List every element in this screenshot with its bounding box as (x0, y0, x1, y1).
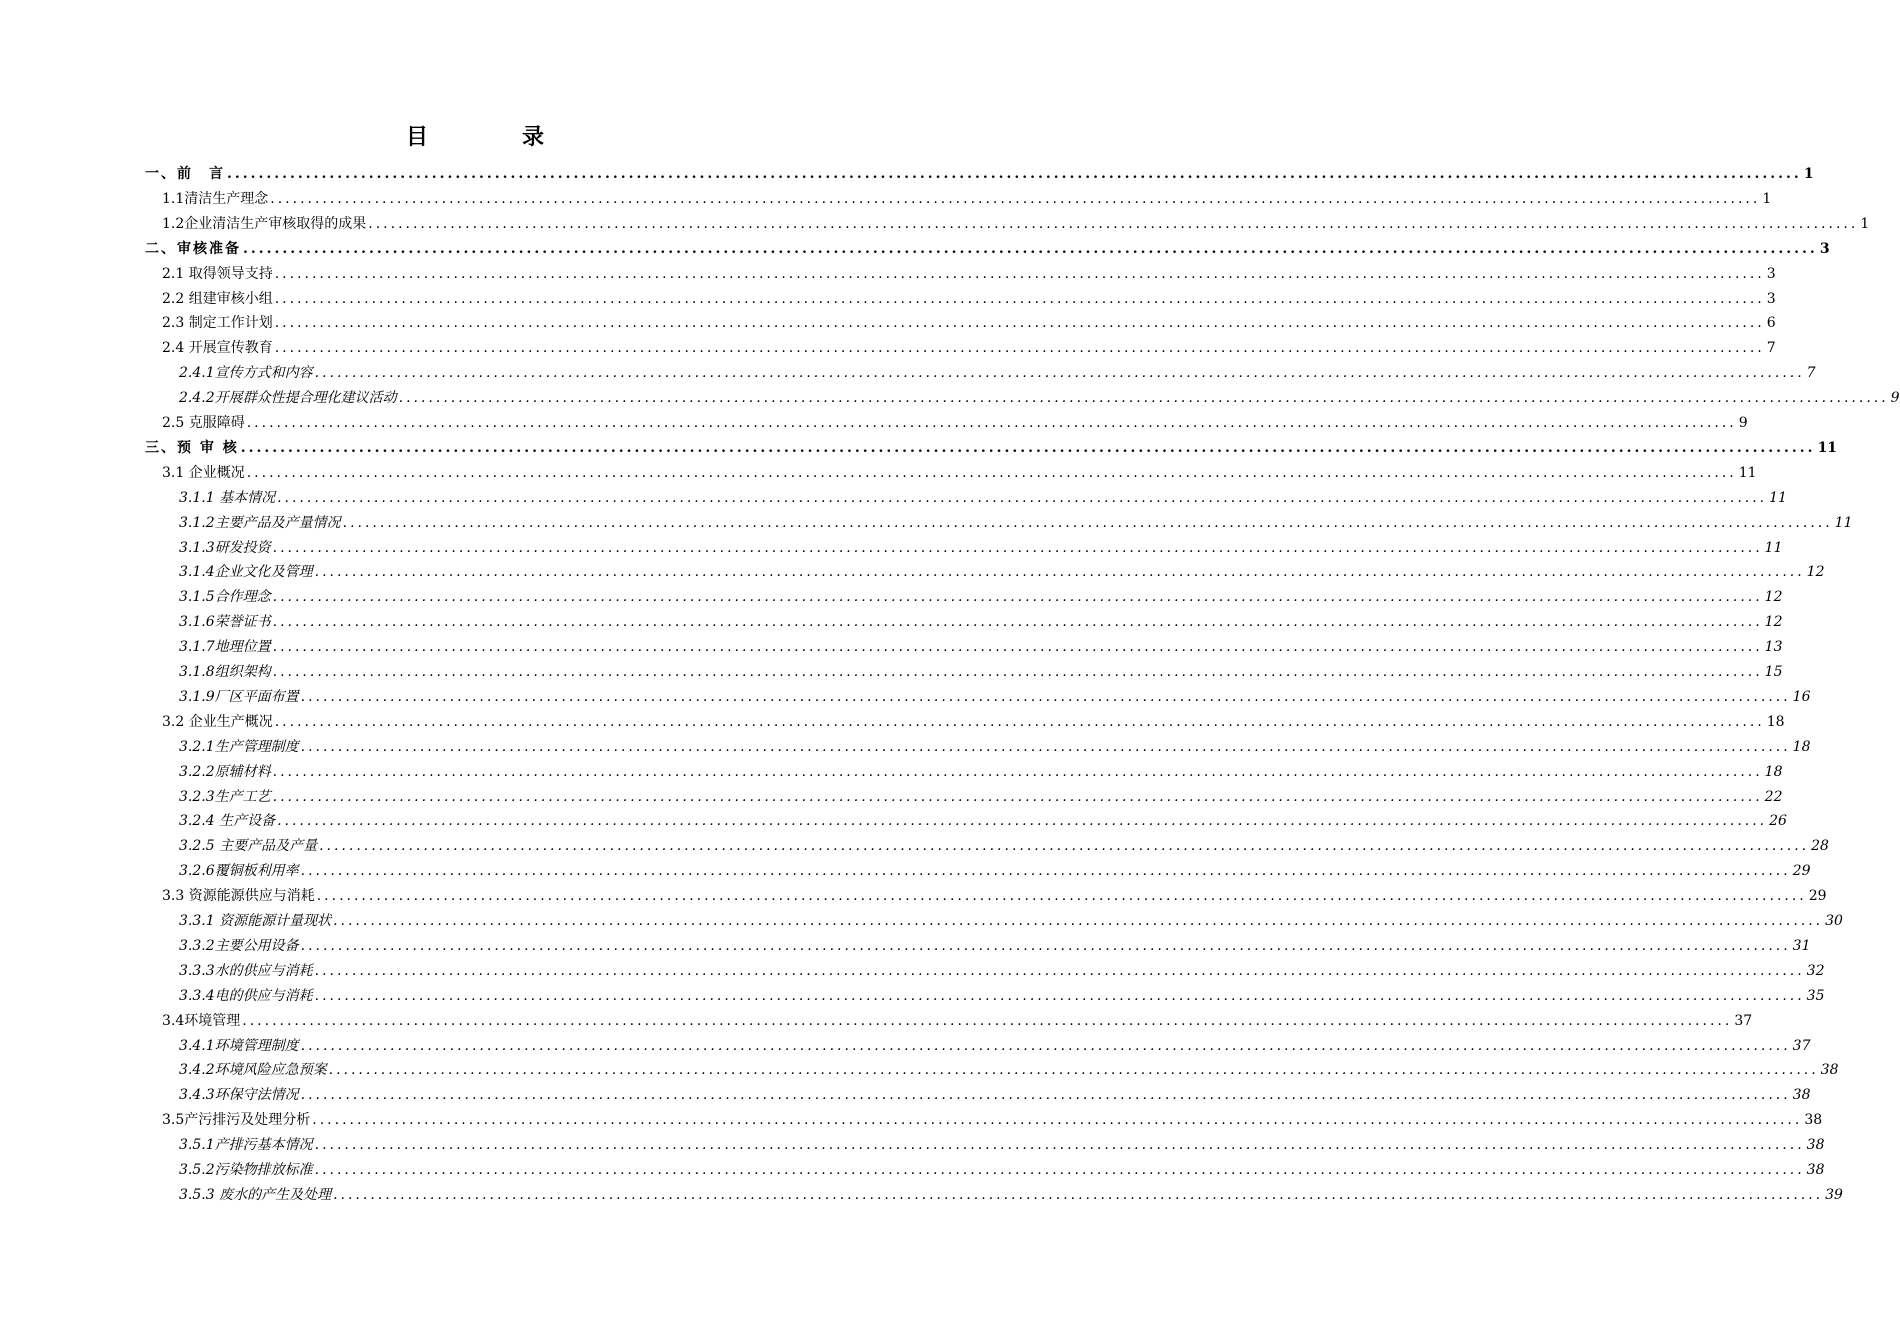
toc-entry[interactable] (145, 237, 1830, 261)
toc-entry-label: 3.1.6荣誉证书 (179, 614, 271, 631)
toc-entry-label: 3.4.1环境管理制度 (179, 1037, 299, 1054)
toc-entry[interactable] (162, 884, 1827, 908)
toc-dot-leader: ........................................................................................................................................................................................................ (274, 290, 1765, 307)
toc-entry[interactable] (179, 909, 1843, 933)
toc-entry[interactable] (179, 660, 1783, 684)
toc-page-number: 16 (1792, 688, 1811, 705)
toc-entry-label: 3.1.7地理位置 (179, 639, 271, 656)
toc-dot-leader: ........................................................................................................................................................................................................ (398, 390, 1889, 407)
toc-dot-leader: ........................................................................................................................................................................................................ (274, 265, 1765, 282)
toc-dot-leader: ........................................................................................................................................................................................................ (274, 713, 1765, 730)
toc-entry[interactable] (179, 560, 1825, 584)
toc-dot-leader: ........................................................................................................................................................................................................ (300, 937, 1791, 954)
toc-dot-leader: ........................................................................................................................................................................................................ (272, 614, 1763, 631)
toc-page-number: 18 (1764, 763, 1783, 780)
toc-page-number: 26 (1769, 813, 1787, 830)
toc-entry[interactable] (179, 834, 1829, 858)
toc-dot-leader: ........................................................................................................................................................................................................ (246, 464, 1737, 481)
toc-page-number: 28 (1811, 838, 1829, 855)
toc-entry-label: 2.5 克服障碍 (162, 415, 245, 431)
toc-entry[interactable] (179, 1183, 1843, 1207)
toc-page-number: 32 (1806, 962, 1825, 979)
toc-entry[interactable] (179, 486, 1787, 510)
toc-dot-leader: ........................................................................................................................................................................................................ (272, 763, 1763, 780)
toc-entry-label: 3.3.2主要公用设备 (179, 937, 299, 954)
toc-entry[interactable] (162, 262, 1776, 286)
toc-dot-leader: ........................................................................................................................................................................................................ (300, 738, 1791, 755)
toc-entry-label: 3.2.6覆铜板利用率 (179, 863, 299, 880)
toc-dot-leader: ........................................................................................................................................................................................................ (333, 913, 1824, 929)
toc-entry[interactable] (179, 610, 1783, 634)
toc-page-number: 38 (1804, 1112, 1823, 1129)
toc-dot-leader: ........................................................................................................................................................................................................ (246, 415, 1737, 431)
toc-page-number: 37 (1734, 1012, 1753, 1029)
toc-entry[interactable] (162, 212, 1870, 236)
toc-dot-leader: ........................................................................................................................................................................................................ (342, 514, 1833, 531)
toc-entry-label: 三、预 审 核 (145, 439, 239, 456)
toc-entry[interactable] (179, 785, 1783, 809)
toc-entry-label: 3.1 企业概况 (162, 464, 245, 481)
toc-entry[interactable] (179, 386, 1900, 410)
toc-dot-leader: ........................................................................................................................................................................................................ (300, 1037, 1791, 1054)
toc-entry[interactable] (179, 984, 1825, 1008)
toc-entry-label: 3.5产污排污及处理分析 (162, 1112, 311, 1129)
toc-page-number: 7 (1766, 340, 1776, 357)
toc-entry-label: 1.1清洁生产理念 (162, 190, 269, 207)
toc-entry[interactable] (179, 1083, 1811, 1107)
toc-dot-leader: ........................................................................................................................................................................................................ (333, 1186, 1824, 1203)
toc-page-number: 29 (1808, 888, 1827, 905)
toc-dot-leader: ........................................................................................................................................................................................................ (300, 1087, 1791, 1104)
toc-entry[interactable] (145, 436, 1838, 460)
toc-entry-label: 3.1.3研发投资 (179, 539, 271, 556)
toc-entry[interactable] (162, 710, 1785, 734)
toc-entry[interactable] (162, 287, 1776, 311)
toc-page-number: 12 (1764, 614, 1783, 631)
toc-page-number: 38 (1806, 1162, 1825, 1178)
toc-dot-leader: ........................................................................................................................................................................................................ (272, 664, 1763, 680)
toc-entry-label: 3.5.3 废水的产生及处理 (179, 1186, 332, 1203)
toc-entry-label: 2.3 制定工作计划 (162, 315, 273, 332)
toc-entry-label: 3.1.2主要产品及产量情况 (179, 514, 341, 531)
toc-entry[interactable] (179, 685, 1811, 709)
toc-entry[interactable] (162, 1009, 1753, 1033)
toc-page-number: 18 (1766, 713, 1785, 730)
toc-dot-leader: ........................................................................................................................................................................................................ (314, 1137, 1805, 1154)
toc-entry-label: 3.4.2环境风险应急预案 (179, 1062, 327, 1079)
toc-entry[interactable] (179, 635, 1783, 659)
toc-dot-leader: ........................................................................................................................................................................................................ (300, 688, 1791, 705)
toc-page-number: 39 (1825, 1186, 1843, 1203)
toc-page-number: 11 (1769, 489, 1787, 506)
toc-entry-label: 3.4环境管理 (162, 1012, 241, 1029)
toc-entry[interactable] (162, 461, 1757, 485)
toc-dot-leader: ........................................................................................................................................................................................................ (316, 888, 1807, 905)
toc-entry[interactable] (145, 162, 1814, 186)
toc-dot-leader: ........................................................................................................................................................................................................ (368, 215, 1859, 232)
toc-page-number: 22 (1764, 788, 1783, 805)
toc-page-number: 29 (1792, 863, 1811, 880)
toc-entry-label: 3.3 资源能源供应与消耗 (162, 888, 315, 905)
toc-entry-label: 3.1.1 基本情况 (179, 489, 276, 506)
toc-page-number: 1 (1803, 166, 1814, 182)
toc-dot-leader: ........................................................................................................................................................................................................ (240, 439, 1816, 456)
toc-entry[interactable] (179, 760, 1783, 784)
toc-page-number: 18 (1792, 738, 1811, 755)
toc-dot-leader: ........................................................................................................................................................................................................ (270, 190, 1761, 207)
toc-entry[interactable] (179, 809, 1787, 833)
toc-page-number: 1 (1762, 190, 1772, 207)
toc-entry-label: 3.1.4企业文化及管理 (179, 564, 313, 581)
toc-entry[interactable] (179, 511, 1853, 535)
toc-entry[interactable] (162, 336, 1776, 360)
toc-page-number: 38 (1792, 1087, 1811, 1104)
toc-page-number: 35 (1806, 987, 1825, 1004)
toc-dot-leader: ........................................................................................................................................................................................................ (277, 489, 1768, 506)
toc-page-number: 31 (1792, 937, 1811, 954)
toc-entry-label: 3.1.8组织架构 (179, 664, 271, 680)
toc-page-number: 9 (1890, 390, 1900, 407)
toc-page-number: 9 (1738, 415, 1748, 431)
toc-entry-label: 1.2企业清洁生产审核取得的成果 (162, 215, 367, 232)
toc-entry[interactable] (179, 959, 1825, 983)
toc-page-number: 3 (1766, 290, 1776, 307)
toc-entry-label: 2.4.2开展群众性提合理化建议活动 (179, 390, 397, 407)
toc-entry[interactable] (162, 311, 1776, 335)
toc-entry[interactable] (162, 411, 1748, 435)
toc-entry-label: 3.3.4电的供应与消耗 (179, 987, 313, 1004)
toc-dot-leader: ........................................................................................................................................................................................................ (328, 1062, 1819, 1079)
toc-entry-label: 3.2.3生产工艺 (179, 788, 271, 805)
toc-dot-leader: ........................................................................................................................................................................................................ (272, 539, 1763, 556)
toc-page-number: 7 (1806, 365, 1816, 382)
toc-page-number: 1 (1860, 215, 1870, 232)
toc-dot-leader: ........................................................................................................................................................................................................ (312, 1112, 1803, 1129)
toc-page-number: 30 (1825, 913, 1843, 929)
toc-entry-label: 2.2 组建审核小组 (162, 290, 273, 307)
toc-dot-leader: ........................................................................................................................................................................................................ (227, 166, 1802, 182)
toc-dot-leader: ........................................................................................................................................................................................................ (272, 639, 1763, 656)
toc-page-number: 13 (1764, 639, 1783, 656)
toc-entry-label: 3.2.2原辅材料 (179, 763, 271, 780)
toc-entry[interactable] (179, 536, 1783, 560)
toc-entry-label: 3.2 企业生产概况 (162, 713, 273, 730)
toc-dot-leader: ........................................................................................................................................................................................................ (314, 365, 1805, 382)
toc-dot-leader: ........................................................................................................................................................................................................ (274, 315, 1765, 332)
toc-entry[interactable] (179, 1034, 1811, 1058)
toc-entry-label: 3.3.3水的供应与消耗 (179, 962, 313, 979)
toc-entry-label: 一、前 言 (145, 166, 225, 182)
toc-dot-leader: ........................................................................................................................................................................................................ (314, 1162, 1805, 1178)
toc-entry[interactable] (162, 1108, 1823, 1132)
toc-entry-label: 3.3.1 资源能源计量现状 (179, 913, 332, 929)
toc-page-number: 11 (1764, 539, 1783, 556)
toc-entry[interactable] (179, 934, 1811, 958)
toc-entry[interactable] (179, 585, 1783, 609)
toc-entry-label: 3.5.2污染物排放标准 (179, 1162, 313, 1178)
toc-dot-leader: ........................................................................................................................................................................................................ (274, 340, 1765, 357)
toc-entry[interactable] (179, 1058, 1839, 1082)
toc-page-number: 3 (1766, 265, 1776, 282)
toc-entry-label: 二、审核准备 (145, 240, 241, 257)
toc-entry[interactable] (179, 361, 1816, 385)
toc-page-number: 15 (1764, 664, 1783, 680)
toc-entry-label: 3.2.1生产管理制度 (179, 738, 299, 755)
toc-page-number: 38 (1820, 1062, 1839, 1079)
toc-entry-label: 3.1.9厂区平面布置 (179, 688, 299, 705)
toc-page-number: 3 (1819, 240, 1830, 257)
toc-entry[interactable] (179, 1158, 1825, 1182)
toc-dot-leader: ........................................................................................................................................................................................................ (319, 838, 1810, 855)
toc-page-number: 12 (1764, 589, 1783, 606)
toc-entry-label: 3.2.4 生产设备 (179, 813, 276, 830)
toc-page-number: 11 (1834, 514, 1853, 531)
toc-entry-label: 2.4.1宣传方式和内容 (179, 365, 313, 382)
toc-entry-label: 3.5.1产排污基本情况 (179, 1137, 313, 1154)
toc-dot-leader: ........................................................................................................................................................................................................ (300, 863, 1791, 880)
toc-entry-label: 2.1 取得领导支持 (162, 265, 273, 282)
toc-page-number: 12 (1806, 564, 1825, 581)
toc-dot-leader: ........................................................................................................................................................................................................ (242, 1012, 1733, 1029)
toc-entry-label: 3.2.5 主要产品及产量 (179, 838, 318, 855)
toc-dot-leader: ........................................................................................................................................................................................................ (314, 987, 1805, 1004)
toc-entry[interactable] (162, 187, 1772, 211)
toc-dot-leader: ........................................................................................................................................................................................................ (277, 813, 1768, 830)
toc-page-number: 11 (1817, 439, 1838, 456)
toc-page-number: 11 (1738, 464, 1757, 481)
toc-entry[interactable] (179, 859, 1811, 883)
toc-entry-label: 3.1.5合作理念 (179, 589, 271, 606)
toc-dot-leader: ........................................................................................................................................................................................................ (272, 589, 1763, 606)
toc-dot-leader: ........................................................................................................................................................................................................ (314, 962, 1805, 979)
toc-entry-label: 3.4.3环保守法情况 (179, 1087, 299, 1104)
toc-page-number: 6 (1766, 315, 1776, 332)
page-title: 目 录 (405, 124, 580, 150)
toc-dot-leader: ........................................................................................................................................................................................................ (314, 564, 1805, 581)
toc-entry-label: 2.4 开展宣传教育 (162, 340, 273, 357)
toc-dot-leader: ........................................................................................................................................................................................................ (272, 788, 1763, 805)
toc-dot-leader: ........................................................................................................................................................................................................ (243, 240, 1818, 257)
toc-entry[interactable] (179, 1133, 1825, 1157)
toc-page-number: 37 (1792, 1037, 1811, 1054)
toc-page-number: 38 (1806, 1137, 1825, 1154)
toc-entry[interactable] (179, 735, 1811, 759)
